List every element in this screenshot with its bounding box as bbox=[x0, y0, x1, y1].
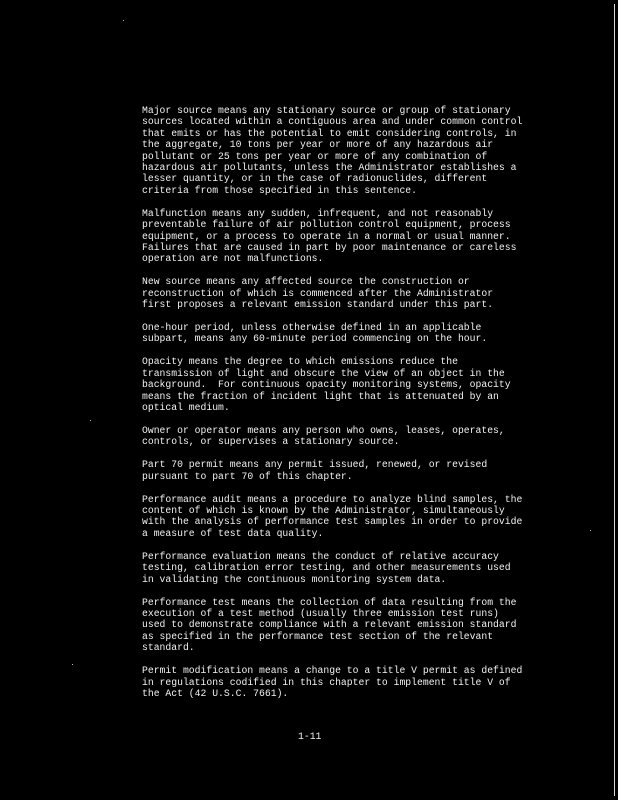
page-edge-line bbox=[614, 4, 615, 796]
scan-speck bbox=[72, 664, 73, 665]
definition-part-70-permit bbox=[142, 459, 554, 482]
definition-line: Performance test means the collection of data resulting from the bbox=[142, 596, 517, 608]
definition-line: in regulations codified in this chapter to implement title V of bbox=[142, 676, 511, 688]
definition-line: in validating the continuous monitoring system data. bbox=[142, 573, 447, 585]
definition-line: background. For continuous opacity monitoring systems, opacity bbox=[142, 379, 511, 391]
definition-owner-or-operator bbox=[142, 425, 554, 448]
definition-line: hazardous air pollutants, unless the Administrator establishes a bbox=[142, 161, 517, 173]
definition-line: New source means any affected source the construction or bbox=[142, 276, 470, 288]
definition-line: pursuant to part 70 of this chapter. bbox=[142, 470, 353, 482]
document-body bbox=[142, 105, 554, 711]
definition-line: first proposes a relevant emission standard under this part. bbox=[142, 299, 494, 311]
definition-line: equipment, or a process to operate in a normal or usual manner. bbox=[142, 230, 511, 242]
definition-line: pollutant or 25 tons per year or more of any combination of bbox=[142, 150, 488, 162]
definition-line: optical medium. bbox=[142, 401, 230, 413]
definition-line: Owner or operator means any person who owns, leases, operates, bbox=[142, 424, 505, 436]
definition-line: a measure of test data quality. bbox=[142, 527, 324, 539]
definition-line: reconstruction of which is commenced after the Administrator bbox=[142, 287, 494, 299]
definition-line: sources located within a contiguous area and under common control bbox=[142, 116, 523, 128]
definition-performance-evaluation bbox=[142, 551, 554, 585]
definition-line: content of which is known by the Administrator, simultaneously bbox=[142, 505, 505, 517]
definition-new-source bbox=[142, 276, 554, 310]
definition-line: preventable failure of air pollution control equipment, process bbox=[142, 219, 511, 231]
definition-line: Permit modification means a change to a title V permit as defined bbox=[142, 665, 523, 677]
definition-line: criteria from those specified in this sentence. bbox=[142, 184, 417, 196]
definition-line: Malfunction means any sudden, infrequent, and not reasonably bbox=[142, 207, 494, 219]
definition-line: transmission of light and obscure the view of an object in the bbox=[142, 367, 505, 379]
definition-line: Part 70 permit means any permit issued, renewed, or revised bbox=[142, 459, 488, 471]
definition-line: operation are not malfunctions. bbox=[142, 253, 324, 265]
definition-line: execution of a test method (usually three emission test runs) bbox=[142, 608, 499, 620]
definition-major-source bbox=[142, 105, 554, 196]
definition-line: lesser quantity, or in the case of radionuclides, different bbox=[142, 173, 488, 185]
definition-line: that emits or has the potential to emit considering controls, in bbox=[142, 127, 517, 139]
definition-line: the Act (42 U.S.C. 7661). bbox=[142, 687, 289, 699]
definition-line: used to demonstrate compliance with a relevant emission standard bbox=[142, 619, 517, 631]
definition-permit-modification bbox=[142, 665, 554, 699]
definition-line: Opacity means the degree to which emissions reduce the bbox=[142, 356, 458, 368]
definition-line: standard. bbox=[142, 642, 195, 654]
definition-line: Performance audit means a procedure to analyze blind samples, the bbox=[142, 493, 523, 505]
scan-speck bbox=[123, 20, 124, 21]
definition-line: One-hour period, unless otherwise defined in an applicable bbox=[142, 322, 482, 334]
definition-line: means the fraction of incident light that is attenuated by an bbox=[142, 390, 499, 402]
definition-line: with the analysis of performance test samples in order to provide bbox=[142, 516, 523, 528]
definition-line: controls, or supervises a stationary source. bbox=[142, 436, 400, 448]
definition-malfunction bbox=[142, 208, 554, 265]
definition-line: the aggregate, 10 tons per year or more of any hazardous air bbox=[142, 139, 494, 151]
scan-speck bbox=[590, 530, 591, 531]
definition-line: Major source means any stationary source or group of stationary bbox=[142, 105, 511, 116]
definition-line: subpart, means any 60-minute period commencing on the hour. bbox=[142, 333, 488, 345]
page-number: 1-11 bbox=[298, 731, 322, 742]
definition-performance-test bbox=[142, 597, 554, 654]
definition-line: as specified in the performance test section of the relevant bbox=[142, 630, 494, 642]
definition-performance-audit bbox=[142, 494, 554, 540]
definition-line: Performance evaluation means the conduct of relative accuracy bbox=[142, 550, 499, 562]
definition-line: testing, calibration error testing, and other measurements used bbox=[142, 562, 511, 574]
definition-opacity bbox=[142, 356, 554, 413]
scan-speck bbox=[90, 420, 91, 421]
definition-one-hour-period bbox=[142, 322, 554, 345]
definition-line: Failures that are caused in part by poor maintenance or careless bbox=[142, 241, 517, 253]
